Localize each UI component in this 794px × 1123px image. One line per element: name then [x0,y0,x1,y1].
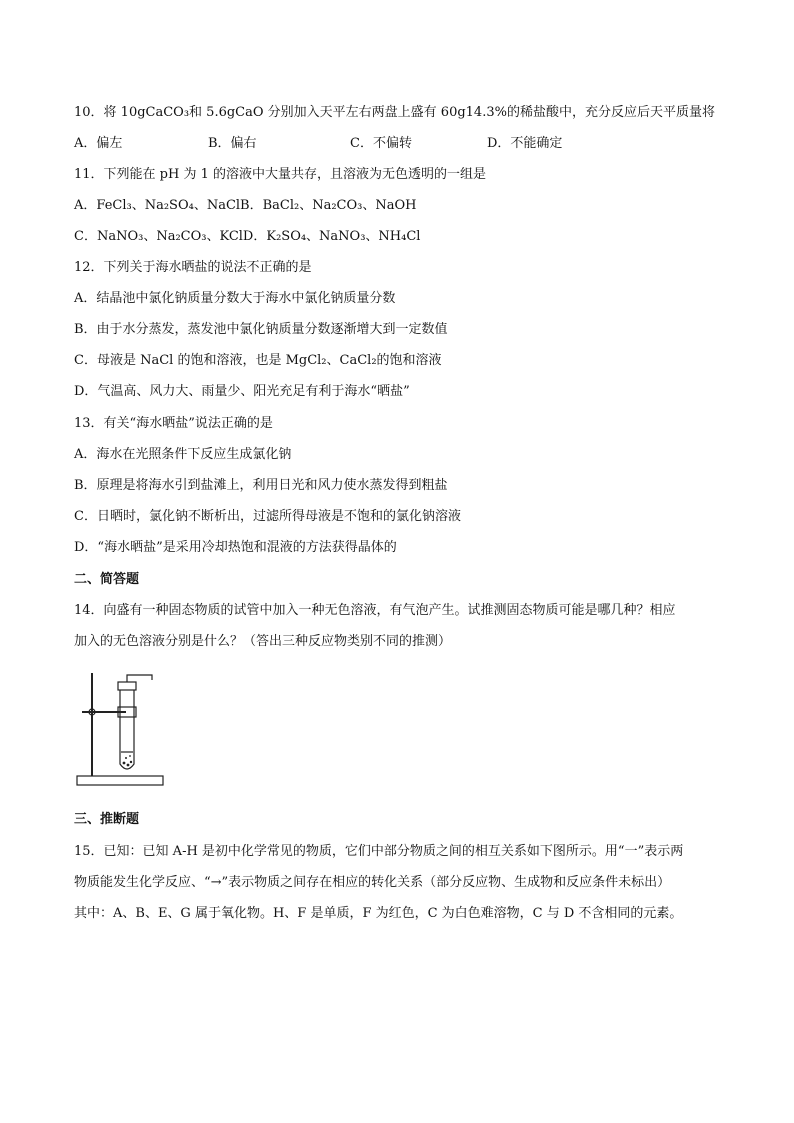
test-tube [120,686,134,769]
q12-stem: 12．下列关于海水晒盐的说法不正确的是 [74,260,312,275]
q11-stem: 11．下列能在 pH 为 1 的溶液中大量共存，且溶液为无色透明的一组是 [74,167,487,182]
q15-line-1: 15．已知：已知 A-H 是初中化学常见的物质，它们中部分物质之间的相互关系如下图所示。用“一”表示两 [74,844,684,859]
section-heading-inference: 三、推断题 [74,812,140,827]
q13-option-d: D．“海水晒盐”是采用冷却热饱和混液的方法获得晶体的 [74,540,397,555]
q10-option-c: C．不偏转 [350,136,412,151]
q13-stem: 13．有关“海水晒盐”说法正确的是 [74,416,273,431]
q12-option-b: B．由于水分蒸发，蒸发池中氯化钠质量分数逐渐增大到一定数值 [74,322,448,337]
q13-option-b: B．原理是将海水引到盐滩上，利用日光和风力使水蒸发得到粗盐 [74,478,448,493]
solid-and-bubbles [123,755,133,766]
q12-option-c: C．母液是 NaCl 的饱和溶液，也是 MgCl₂、CaCl₂的饱和溶液 [74,353,442,368]
q10-option-b: B．偏右 [208,136,257,151]
stand-base [77,776,163,785]
delivery-tube [127,675,152,682]
q11-options-cd: C．NaNO₃、Na₂CO₃、KClD．K₂SO₄、NaNO₃、NH₄Cl [74,229,421,244]
q10-option-a: A．偏左 [74,136,123,151]
q10-stem: 10．将 10gCaCO₃和 5.6gCaO 分别加入天平左右两盘上盛有 60g14.3%的稀盐酸中，充分反应后天平质量将 [74,105,715,120]
section-heading-short-answer: 二、简答题 [74,572,140,587]
q14-line-2: 加入的无色溶液分别是什么？（答出三种反应物类别不同的推测） [74,634,452,649]
rubber-stopper [118,682,136,690]
q12-option-a: A．结晶池中氯化钠质量分数大于海水中氯化钠质量分数 [74,291,396,306]
q15-line-2: 物质能发生化学反应、“→”表示物质之间存在相应的转化关系（部分反应物、生成物和反应条件未标出） [74,875,671,890]
q11-options-ab: A．FeCl₃、Na₂SO₄、NaClB．BaCl₂、Na₂CO₃、NaOH [74,198,417,213]
q14-line-1: 14．向盛有一种固态物质的试管中加入一种无色溶液，有气泡产生。试推测固态物质可能是哪几种？相应 [74,603,676,618]
q12-option-d: D．气温高、风力大、雨量少、阳光充足有利于海水“晒盐” [74,384,410,399]
q13-option-c: C．日晒时，氯化钠不断析出，过滤所得母液是不饱和的氯化钠溶液 [74,509,461,524]
test-tube-stand-figure [74,668,170,792]
q13-option-a: A．海水在光照条件下反应生成氯化钠 [74,447,292,462]
q15-line-3: 其中：A、B、E、G 属于氧化物。H、F 是单质，F 为红色，C 为白色难溶物，C 与 D 不含相同的元素。 [74,906,683,921]
q10-option-d: D．不能确定 [487,136,563,151]
